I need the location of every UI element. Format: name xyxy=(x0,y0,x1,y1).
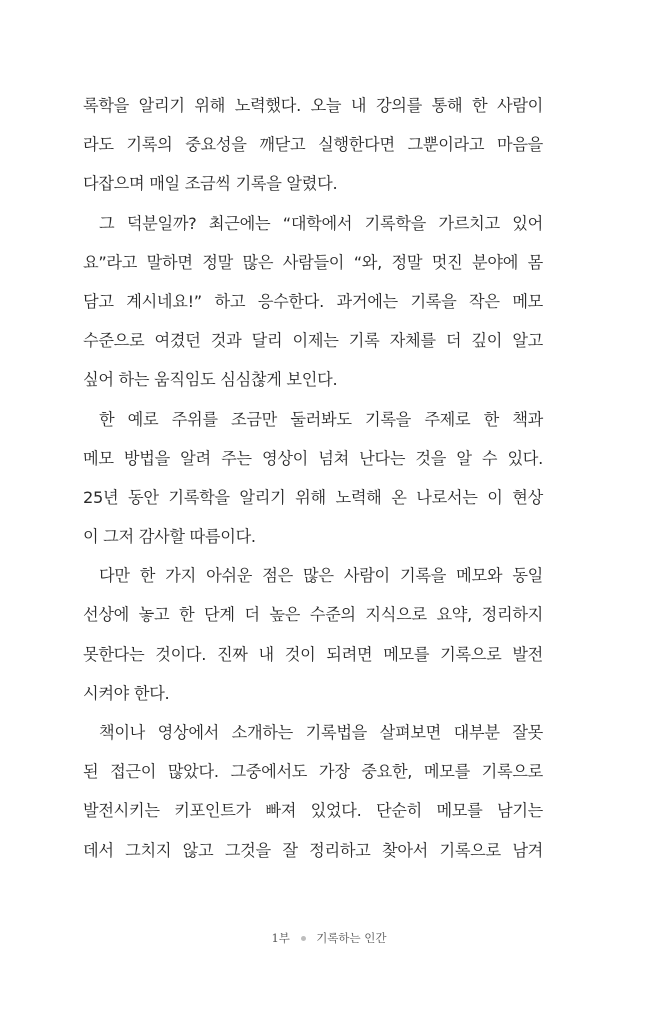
running-footer xyxy=(0,930,658,946)
paragraph xyxy=(83,204,543,400)
text-line: 메모 방법을 알려 주는 영상이 넘쳐 난다는 것을 알 수 있다. xyxy=(83,448,543,468)
bullet-dot-icon xyxy=(301,936,306,941)
book-page-body xyxy=(83,86,543,870)
text-line: 다만 한 가지 아쉬운 점은 많은 사람이 기록을 메모와 동일 xyxy=(99,566,543,586)
text-line: 한 예로 주위를 조금만 둘러봐도 기록을 주제로 한 책과 xyxy=(99,409,543,429)
text-line: 시켜야 한다. xyxy=(83,683,170,703)
text-line: 이 그저 감사할 따름이다. xyxy=(83,527,256,547)
text-line: 된 접근이 많았다. 그중에서도 가장 중요한, 메모를 기록으로 xyxy=(83,762,543,782)
text-line: 데서 그치지 않고 그것을 잘 정리하고 찾아서 기록으로 남겨 xyxy=(83,840,543,860)
text-line: 다잡으며 매일 조금씩 기록을 알렸다. xyxy=(83,174,338,194)
text-line: 싶어 하는 움직임도 심심찮게 보인다. xyxy=(83,370,338,390)
text-line: 발전시키는 키포인트가 빠져 있었다. 단순히 메모를 남기는 xyxy=(83,801,543,821)
text-line: 25년 동안 기록학을 알리기 위해 노력해 온 나로서는 이 현상 xyxy=(83,487,543,507)
paragraph xyxy=(83,400,543,557)
footer-chapter-title: 기록하는 인간 xyxy=(316,931,387,945)
text-line: 담고 계시네요!” 하고 응수한다. 과거에는 기록을 작은 메모 xyxy=(83,291,543,311)
text-line: 그 덕분일까? 최근에는 “대학에서 기록학을 가르치고 있어 xyxy=(99,213,543,233)
text-line: 선상에 놓고 한 단계 더 높은 수준의 지식으로 요약, 정리하지 xyxy=(83,605,543,625)
text-line: 못한다는 것이다. 진짜 내 것이 되려면 메모를 기록으로 발전 xyxy=(83,644,543,664)
text-line: 수준으로 여겼던 것과 달리 이제는 기록 자체를 더 깊이 알고 xyxy=(83,331,543,351)
footer-part-label: 1부 xyxy=(271,931,290,945)
paragraph xyxy=(83,86,543,204)
text-line: 라도 기록의 중요성을 깨닫고 실행한다면 그뿐이라고 마음을 xyxy=(83,135,543,155)
text-line: 책이나 영상에서 소개하는 기록법을 살펴보면 대부분 잘못 xyxy=(99,723,543,742)
paragraph xyxy=(83,556,543,713)
paragraph xyxy=(83,713,543,870)
text-line: 요”라고 말하면 정말 많은 사람들이 “와, 정말 멋진 분야에 몸 xyxy=(83,252,543,272)
text-line: 록학을 알리기 위해 노력했다. 오늘 내 강의를 통해 한 사람이 xyxy=(83,96,543,115)
